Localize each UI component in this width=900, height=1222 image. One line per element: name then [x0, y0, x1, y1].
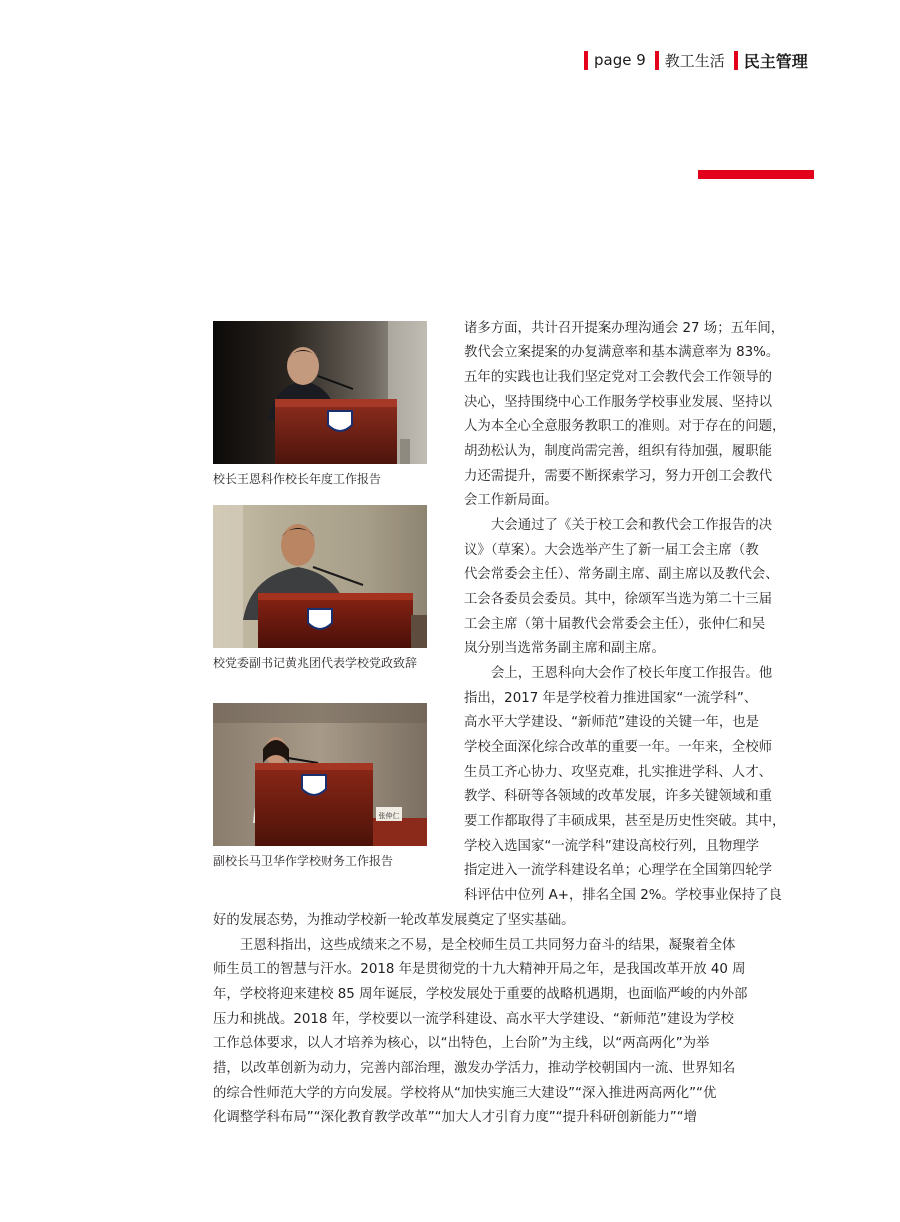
nameplate-text: 张仲仁: [378, 812, 400, 820]
body-text-line: 诸多方面，共计召开提案办理沟通会 27 场；五年间，: [464, 321, 785, 336]
body-text-line: 力还需提升，需要不断探索学习，努力开创工会教代: [464, 469, 772, 484]
decorative-red-bar: [698, 170, 814, 179]
body-text-line: 教代会立案提案的办复满意率和基本满意率为 83%。: [464, 345, 780, 360]
photo-caption: 校长王恩科作校长年度工作报告: [213, 472, 382, 486]
photo-principal-speech: [213, 321, 427, 464]
body-text-line: 教学、科研等各领域的改革发展，许多关键领域和重: [464, 789, 772, 804]
body-text-line: 胡劲松认为，制度尚需完善，组织有待加强，履职能: [464, 444, 772, 459]
body-text-line: 措，以改革创新为动力，完善内部治理，激发办学活力，推动学校朝国内一流、世界知名: [213, 1061, 736, 1076]
body-text-line: 指出，2017 年是学校着力推进国家“一流学科”、: [464, 691, 758, 706]
body-text-line: 高水平大学建设、“新师范”建设的关键一年，也是: [464, 715, 760, 730]
body-text-line: 决心，坚持围绕中心工作服务学校事业发展、坚持以: [464, 395, 772, 410]
photo-deputy-secretary-speech: [213, 505, 427, 648]
page-number: page 9: [594, 51, 646, 69]
header-divider: [734, 51, 738, 70]
body-text-line: 学校全面深化综合改革的重要一年。一年来，全校师: [464, 740, 772, 755]
body-text-line: 年，学校将迎来建校 85 周年诞辰，学校发展处于重要的战略机遇期，也面临严峻的内外部: [213, 987, 748, 1002]
body-text-line: 学校入选国家“一流学科”建设高校行列，且物理学: [464, 839, 760, 854]
body-text-line: 议》（草案）。大会选举产生了新一届工会主席（教: [464, 543, 759, 558]
body-text-line: 工会各委员会委员。其中，徐颂军当选为第二十三届: [464, 592, 772, 607]
body-text-line: 五年的实践也让我们坚定党对工会教代会工作领导的: [464, 370, 772, 385]
body-text-line: 工作总体要求，以人才培养为核心，以“出特色，上台阶”为主线，以“两高两化”为举: [213, 1036, 710, 1051]
body-text-line: 师生员工的智慧与汗水。2018 年是贯彻党的十九大精神开局之年，是我国改革开放 40 周: [213, 962, 746, 977]
body-text-line: 人为本全心全意服务教职工的准则。对于存在的问题，: [464, 419, 786, 434]
body-text-line: 化调整学科布局”“深化教育教学改革”“加大人才引育力度”“提升科研创新能力”“增: [213, 1110, 697, 1125]
body-text-line: 要工作都取得了丰硕成果，甚至是历史性突破。其中，: [464, 814, 786, 829]
body-text-line: 岚分别当选常务副主席和副主席。: [464, 641, 665, 656]
body-text-line: 大会通过了《关于校工会和教代会工作报告的决: [491, 518, 773, 533]
body-text-line: 工会主席（第十届教代会常委会主任），张仲仁和吴: [464, 617, 766, 632]
body-text-line: 代会常委会主任）、常务副主席、副主席以及教代会、: [464, 567, 779, 582]
photo-caption: 副校长马卫华作学校财务工作报告: [213, 854, 394, 868]
body-text-line: 生员工齐心协力、攻坚克难，扎实推进学科、人才、: [464, 765, 772, 780]
body-text-line: 好的发展态势，为推动学校新一轮改革发展奠定了坚实基础。: [213, 913, 575, 928]
body-text-line: 压力和挑战。2018 年，学校要以一流学科建设、高水平大学建设、“新师范”建设为学校: [213, 1012, 734, 1027]
body-text-line: 王恩科指出，这些成绩来之不易，是全校师生员工共同努力奋斗的结果，凝聚着全体: [240, 938, 736, 953]
body-text-line: 科评估中位列 A+，排名全国 2%。学校事业保持了良: [464, 888, 782, 903]
body-text-line: 的综合性师范大学的方向发展。学校将从“加快实施三大建设”“深入推进两高两化”“优: [213, 1086, 717, 1101]
header-divider: [655, 51, 659, 70]
body-text-line: 会工作新局面。: [464, 493, 558, 508]
header-divider: [584, 51, 588, 70]
page-header: [584, 48, 808, 72]
section-title: 民主管理: [743, 51, 808, 71]
body-text-line: 会上，王恩科向大会作了校长年度工作报告。他: [491, 666, 773, 681]
section-label: 教工生活: [664, 51, 725, 70]
photo-vice-president-speech: [213, 703, 427, 846]
body-text-line: 指定进入一流学科建设名单；心理学在全国第四轮学: [464, 863, 772, 878]
photo-caption: 校党委副书记黄兆团代表学校党政致辞: [213, 656, 418, 670]
